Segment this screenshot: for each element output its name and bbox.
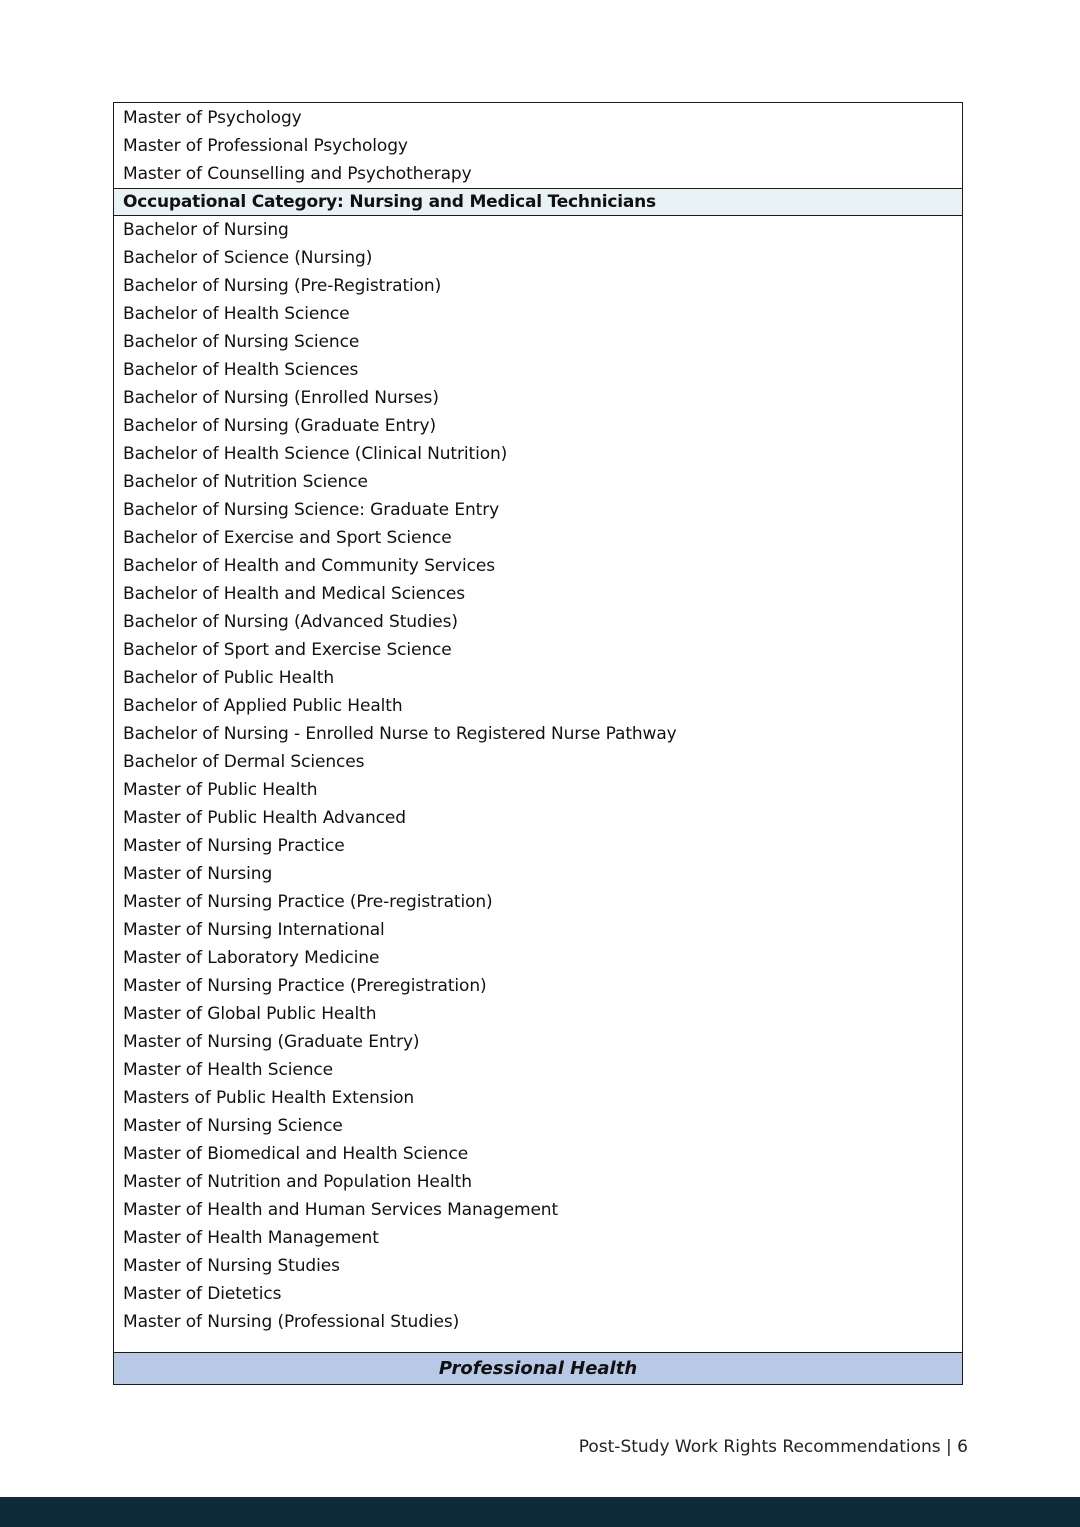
list-item: Bachelor of Nursing (Enrolled Nurses) xyxy=(123,388,439,408)
list-item: Master of Nursing xyxy=(123,864,273,884)
list-item: Bachelor of Dermal Sciences xyxy=(123,752,365,772)
list-item: Master of Counselling and Psychotherapy xyxy=(123,164,472,184)
list-item: Master of Professional Psychology xyxy=(123,136,408,156)
list-item: Bachelor of Nursing xyxy=(123,220,289,240)
list-item: Master of Dietetics xyxy=(123,1284,282,1304)
list-item: Bachelor of Health Science xyxy=(123,304,350,324)
list-item: Master of Nursing International xyxy=(123,920,385,940)
list-item: Master of Psychology xyxy=(123,108,302,128)
list-item: Bachelor of Health Sciences xyxy=(123,360,359,380)
list-item: Bachelor of Nursing - Enrolled Nurse to Registered Nurse Pathway xyxy=(123,724,677,744)
list-item: Master of Nursing Studies xyxy=(123,1256,340,1276)
list-item: Bachelor of Nursing (Advanced Studies) xyxy=(123,612,458,632)
bottom-bar xyxy=(0,1497,1080,1527)
psychology-programs-list xyxy=(114,103,962,188)
list-item: Bachelor of Health Science (Clinical Nutrition) xyxy=(123,444,508,464)
list-item: Master of Nursing Practice (Pre-registration) xyxy=(123,892,493,912)
list-item: Bachelor of Nursing Science xyxy=(123,332,360,352)
list-item: Bachelor of Health and Medical Sciences xyxy=(123,584,465,604)
list-item: Bachelor of Exercise and Sport Science xyxy=(123,528,452,548)
list-item: Master of Health Science xyxy=(123,1060,333,1080)
list-item: Master of Laboratory Medicine xyxy=(123,948,380,968)
list-item: Bachelor of Public Health xyxy=(123,668,335,688)
list-item: Bachelor of Nursing (Graduate Entry) xyxy=(123,416,436,436)
list-item: Master of Nursing (Professional Studies) xyxy=(123,1312,460,1332)
section-footer: Professional Health xyxy=(114,1352,962,1384)
list-item: Master of Nutrition and Population Health xyxy=(123,1172,472,1192)
list-item: Bachelor of Sport and Exercise Science xyxy=(123,640,452,660)
list-item: Master of Public Health Advanced xyxy=(123,808,406,828)
list-item: Master of Public Health xyxy=(123,780,318,800)
spacer xyxy=(114,1336,962,1352)
list-item: Master of Nursing Science xyxy=(123,1116,343,1136)
category-header: Occupational Category: Nursing and Medical Technicians xyxy=(114,188,962,216)
list-item: Bachelor of Nursing Science: Graduate Entry xyxy=(123,500,500,520)
list-item: Master of Nursing (Graduate Entry) xyxy=(123,1032,420,1052)
list-item: Bachelor of Nutrition Science xyxy=(123,472,368,492)
list-item: Master of Global Public Health xyxy=(123,1004,377,1024)
list-item: Master of Health and Human Services Management xyxy=(123,1200,559,1220)
list-item: Masters of Public Health Extension xyxy=(123,1088,415,1108)
list-item: Bachelor of Health and Community Services xyxy=(123,556,495,576)
list-item: Bachelor of Applied Public Health xyxy=(123,696,403,716)
list-item: Bachelor of Nursing (Pre-Registration) xyxy=(123,276,442,296)
list-item: Bachelor of Science (Nursing) xyxy=(123,248,373,268)
nursing-programs-list xyxy=(114,216,962,1352)
list-item: Master of Nursing Practice xyxy=(123,836,345,856)
programs-table xyxy=(113,102,963,1385)
page-footer: Post-Study Work Rights Recommendations | 6 xyxy=(578,1437,968,1457)
list-item: Master of Biomedical and Health Science xyxy=(123,1144,469,1164)
list-item: Master of Health Management xyxy=(123,1228,379,1248)
list-item: Master of Nursing Practice (Preregistration) xyxy=(123,976,487,996)
